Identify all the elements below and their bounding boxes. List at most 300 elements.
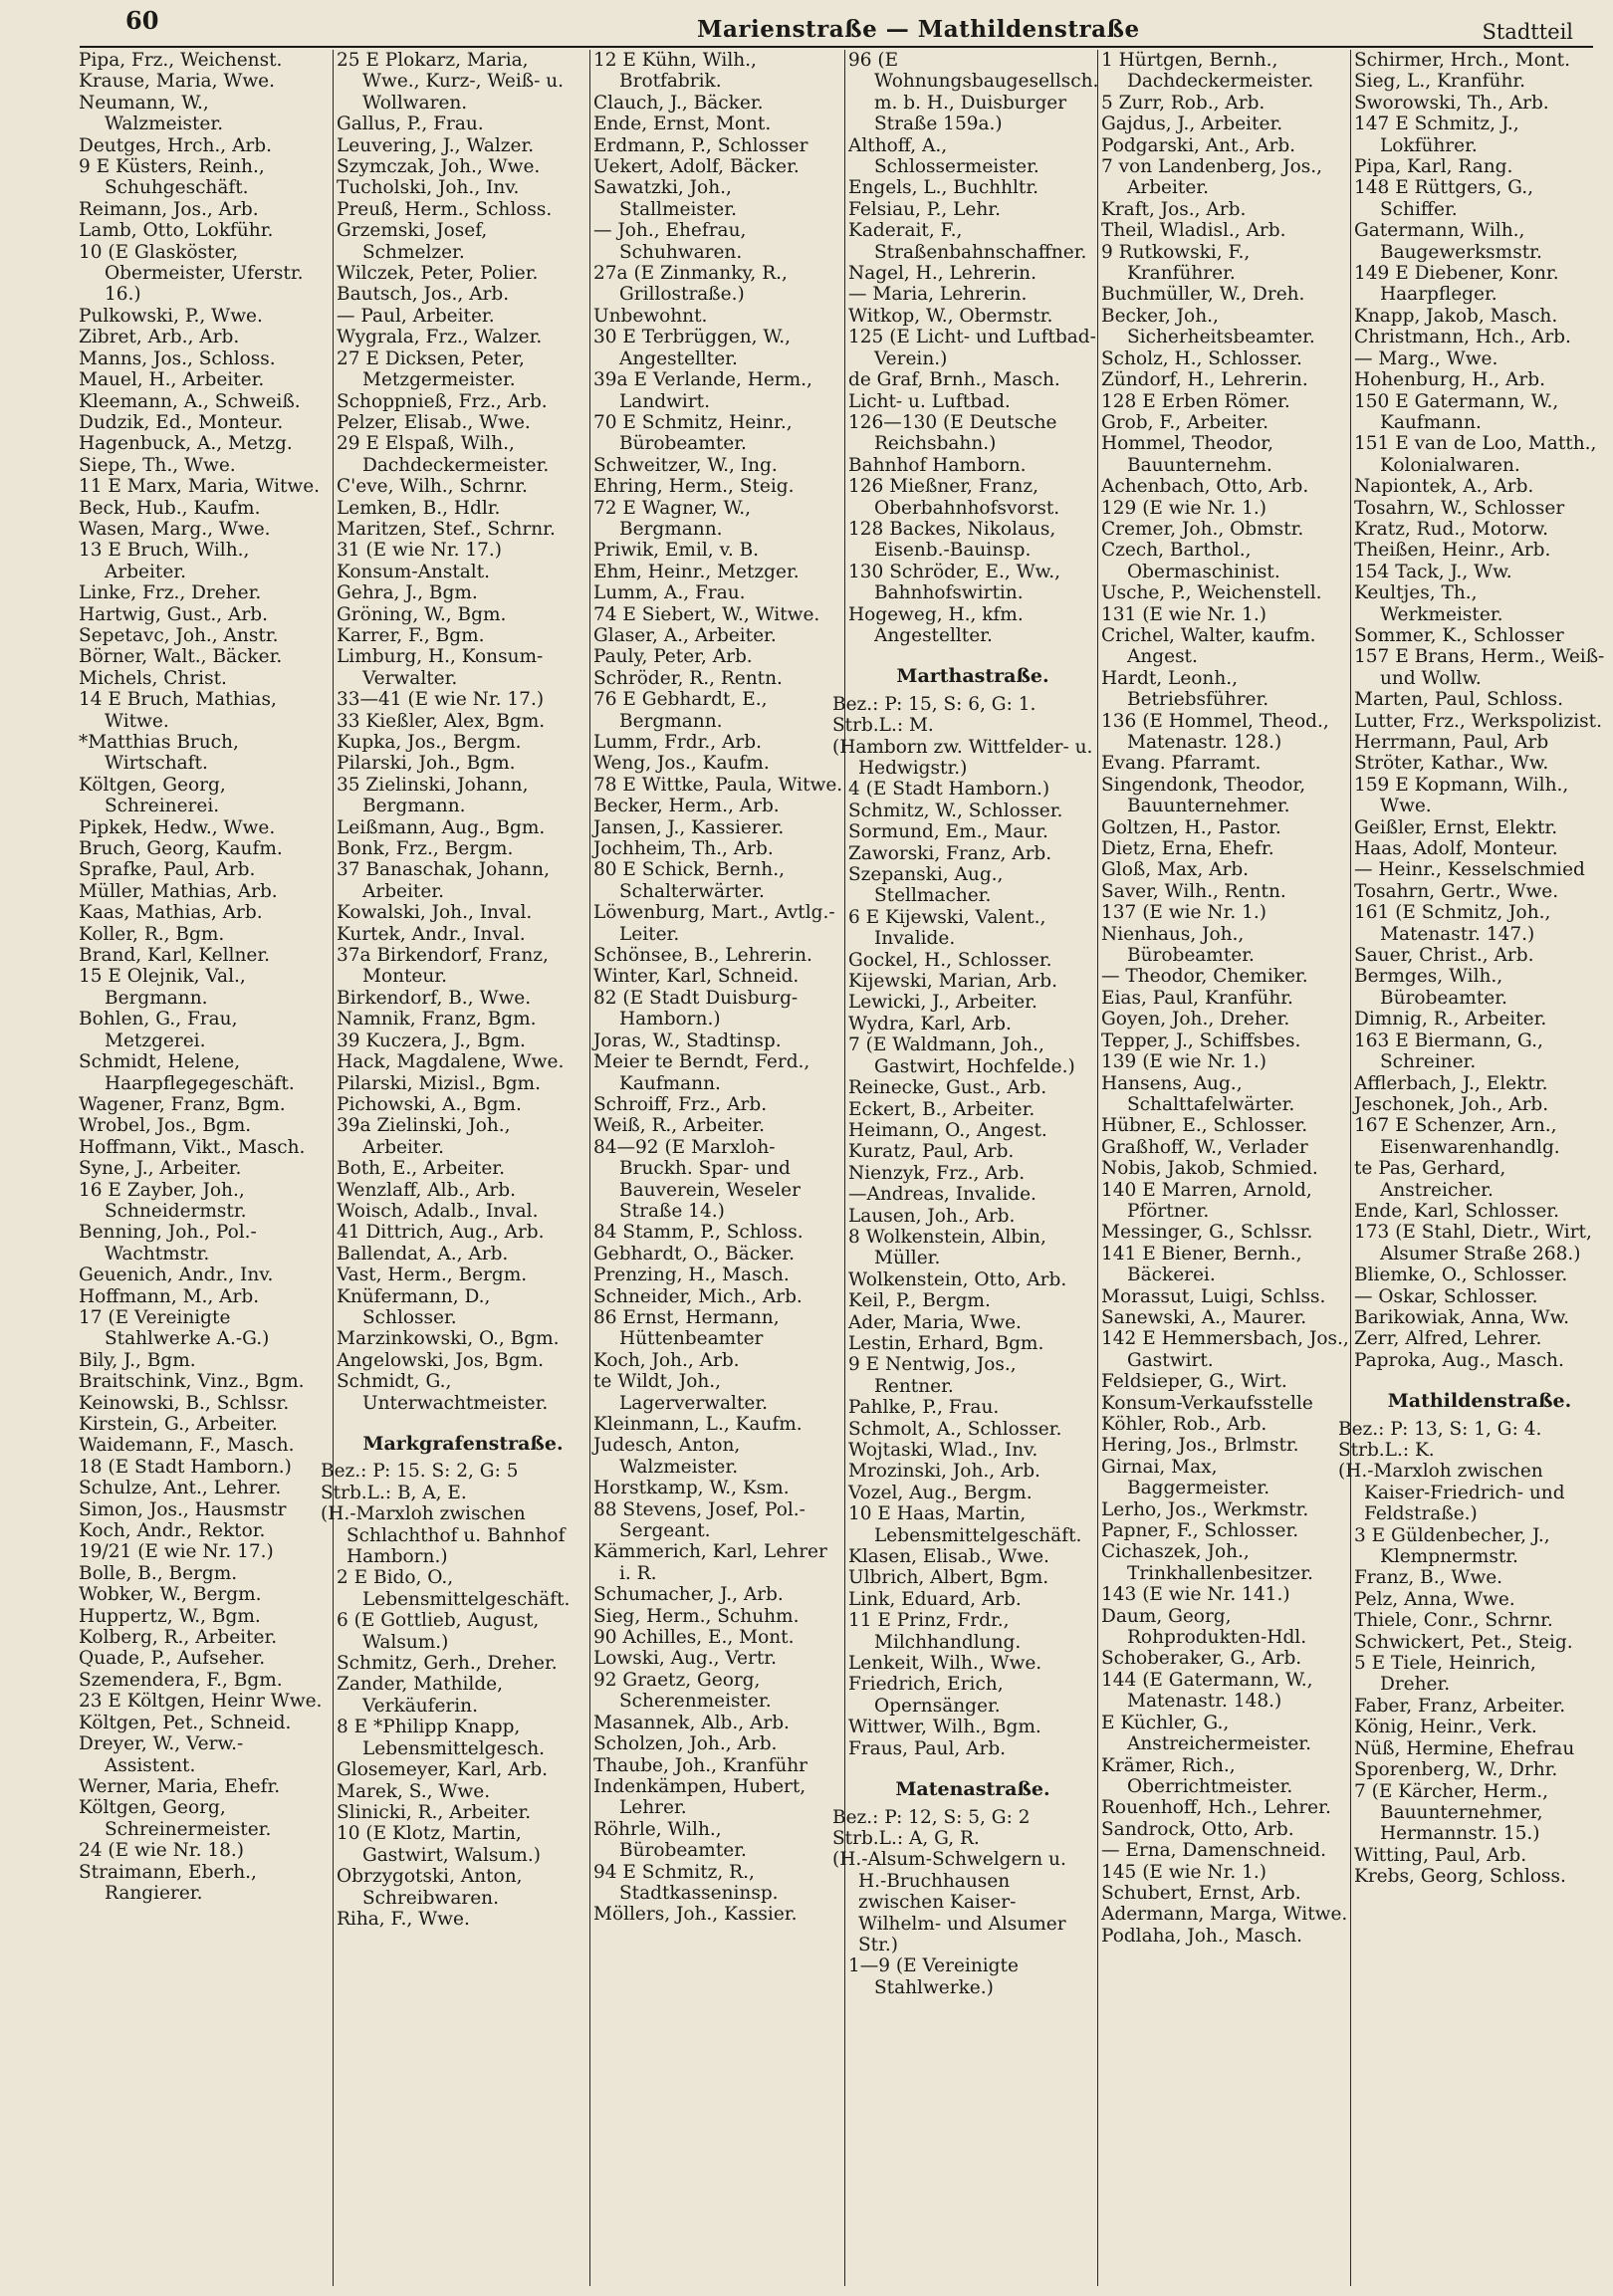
directory-entry: Thaube, Joh., Kranführ — [593, 1754, 807, 1776]
directory-entry: Fraus, Paul, Arb. — [848, 1737, 1007, 1759]
directory-entry: Herrmann, Paul, Arb — [1354, 732, 1549, 753]
street-heading: Mathildenstraße. — [1387, 1390, 1572, 1413]
directory-entry: Schumacher, J., Arb. — [593, 1584, 784, 1606]
directory-entry: Sandrock, Otto, Arb. — [1101, 1818, 1294, 1840]
directory-entry: Gehra, J., Bgm. — [337, 582, 478, 604]
directory-entry: Licht- u. Luftbad. — [848, 390, 1011, 412]
directory-entry: Sporenberg, W., Drhr. — [1354, 1759, 1558, 1781]
directory-entry: Scholz, H., Schlosser. — [1101, 347, 1302, 369]
directory-entry: Ballendat, A., Arb. — [337, 1243, 509, 1264]
directory-entry: Graßhoff, W., Verlader — [1101, 1136, 1308, 1158]
directory-entry: 6 E Kijewski, Valent., Invalide. — [848, 906, 1046, 950]
directory-entry: Keultjes, Th., Werkmeister. — [1354, 582, 1503, 625]
directory-entry: Ehm, Heinr., Metzger. — [593, 561, 800, 582]
directory-entry: Lutter, Frz., Werkspolizist. — [1354, 710, 1602, 732]
directory-entry: Tosahrn, Gertr., Wwe. — [1354, 880, 1559, 902]
directory-entry: Ader, Maria, Wwe. — [848, 1311, 1022, 1333]
directory-entry: Podgarski, Ant., Arb. — [1101, 134, 1296, 156]
directory-entry: 35 Zielinski, Johann, Bergmann. — [337, 774, 529, 817]
directory-entry: 27 E Dicksen, Peter, Metzgermeister. — [337, 347, 525, 391]
directory-entry: 143 (E wie Nr. 141.) — [1101, 1584, 1290, 1606]
directory-entry: Schulze, Ant., Lehrer. — [79, 1478, 282, 1499]
directory-entry: Kijewski, Marian, Arb. — [848, 971, 1058, 993]
directory-entry: Keil, P., Bergm. — [848, 1290, 991, 1312]
directory-entry: Erdmann, P., Schlosser — [593, 134, 808, 156]
directory-entry: Geißler, Ernst, Elektr. — [1354, 816, 1558, 838]
directory-entry: Sanewski, A., Maurer. — [1101, 1306, 1307, 1328]
directory-entry: Szymczak, Joh., Wwe. — [337, 156, 541, 178]
directory-entry: 17 (E Vereinigte Stahlwerke A.-G.) — [79, 1306, 270, 1350]
directory-entry: Wilczek, Peter, Polier. — [337, 263, 539, 285]
directory-entry: Wagener, Franz, Bgm. — [79, 1093, 286, 1115]
directory-entry: 144 (E Gatermann, W., Matenastr. 148.) — [1101, 1669, 1313, 1713]
directory-entry: 33—41 (E wie Nr. 17.) — [337, 689, 545, 711]
directory-entry: Wenzlaff, Alb., Arb. — [337, 1179, 516, 1201]
directory-entry: 5 E Tiele, Heinrich, Dreher. — [1354, 1653, 1536, 1696]
directory-entry: 6 (E Gottlieb, August, Walsum.) — [337, 1610, 540, 1653]
directory-entry: Kolberg, R., Arbeiter. — [79, 1627, 278, 1649]
directory-entry: Friedrich, Erich, Opernsänger. — [848, 1674, 1004, 1717]
directory-entry: Hansens, Aug., Schalttafelwärter. — [1101, 1072, 1295, 1115]
directory-entry: Preuß, Herm., Schloss. — [337, 198, 553, 220]
directory-entry: Michels, Christ. — [79, 667, 227, 689]
column-6 — [1338, 50, 1605, 2286]
directory-entry: 173 (E Stahl, Dietr., Wirt, Alsumer Straße 268.) — [1354, 1222, 1592, 1264]
directory-entry: 84 Stamm, P., Schloss. — [593, 1222, 804, 1244]
directory-entry: Both, E., Arbeiter. — [337, 1158, 505, 1180]
directory-entry: Girnai, Max, Baggermeister. — [1101, 1456, 1270, 1499]
column-5 — [1097, 50, 1350, 2286]
directory-entry: Thiele, Conr., Schrnr. — [1354, 1610, 1553, 1632]
directory-entry: Bohlen, G., Frau, Metzgerei. — [79, 1009, 238, 1051]
directory-entry: 136 (E Hommel, Theod., Matenastr. 128.) — [1101, 710, 1329, 753]
directory-entry: Werner, Maria, Ehefr. — [79, 1775, 281, 1797]
directory-entry: Evang. Pfarramt. — [1101, 753, 1262, 775]
directory-entry: Geuenich, Andr., Inv. — [79, 1264, 274, 1286]
directory-entry: Leißmann, Aug., Bgm. — [337, 816, 546, 838]
directory-entry: Dimnig, R., Arbeiter. — [1354, 1009, 1547, 1031]
directory-entry: Knüfermann, D., Schlosser. — [337, 1285, 491, 1328]
column-2 — [321, 50, 589, 2286]
directory-entry: Nagel, H., Lehrerin. — [848, 263, 1037, 285]
directory-entry: te Wildt, Joh., Lagerverwalter. — [593, 1371, 769, 1414]
directory-entry: Siepe, Th., Wwe. — [79, 454, 236, 476]
directory-entry: 151 E van de Loo, Matth., Kolonialwaren. — [1354, 433, 1597, 476]
directory-entry: 142 E Hemmersbach, Jos., Gastwirt. — [1101, 1328, 1349, 1371]
directory-entry: Sauer, Christ., Arb. — [1354, 945, 1534, 967]
directory-entry: Indenkämpen, Hubert, Lehrer. — [593, 1775, 806, 1819]
column-4 — [832, 50, 1099, 2286]
directory-entry: Müller, Mathias, Arb. — [79, 880, 278, 902]
column-1 — [76, 50, 333, 2286]
directory-entry: Lausen, Joh., Arb. — [848, 1205, 1016, 1227]
directory-entry: Pelz, Anna, Wwe. — [1354, 1588, 1515, 1610]
directory-entry: Nienhaus, Joh., Bürobeamter. — [1101, 923, 1255, 967]
directory-entry: Namnik, Franz, Bgm. — [337, 1009, 537, 1031]
street-info: (H.-Marxloh zwischen Schlachthof u. Bahnhof Hamborn.) — [321, 1503, 566, 1568]
street-info: Strb.L.: A, G, R. — [832, 1827, 980, 1849]
directory-entry: 139 (E wie Nr. 1.) — [1101, 1051, 1267, 1073]
district-label: Stadtteil — [1482, 20, 1573, 44]
directory-entry: 161 (E Schmitz, Joh., Matenastr. 147.) — [1354, 902, 1551, 945]
directory-entry: Tosahrn, W., Schlosser — [1354, 497, 1565, 519]
directory-entry: 128 Backes, Nikolaus, Eisenb.-Bauinsp. — [848, 518, 1056, 562]
directory-entry: 9 E Küsters, Reinh., Schuhgeschäft. — [79, 156, 265, 199]
street-info: Strb.L.: K. — [1338, 1440, 1435, 1461]
street-info: (H.-Marxloh zwischen Kaiser-Friedrich- und Feldstraße.) — [1338, 1461, 1565, 1525]
directory-entry: 9 E Nentwig, Jos., Rentner. — [848, 1354, 1017, 1397]
directory-entry: Leuvering, J., Walzer. — [337, 134, 535, 156]
directory-entry: Crichel, Walter, kaufm. Angest. — [1101, 624, 1316, 668]
directory-entry: Barikowiak, Anna, Ww. — [1354, 1306, 1570, 1328]
directory-entry: Sommer, K., Schlosser — [1354, 624, 1564, 646]
directory-entry: Schmidt, G., Unterwachtmeister. — [337, 1371, 549, 1414]
directory-entry: 2 E Bido, O., Lebensmittelgeschäft. — [337, 1567, 571, 1610]
directory-entry: 167 E Schenzer, Arn., Eisenwarenhandlg. — [1354, 1115, 1560, 1158]
directory-entry: Horstkamp, W., Ksm. — [593, 1478, 790, 1499]
directory-entry: — Marg., Wwe. — [1354, 347, 1498, 369]
directory-entry: 11 E Marx, Maria, Witwe. — [79, 476, 321, 498]
directory-entry: Marzinkowski, O., Bgm. — [337, 1328, 560, 1350]
directory-entry: de Graf, Brnh., Masch. — [848, 369, 1060, 391]
directory-entry: Kirstein, G., Arbeiter. — [79, 1414, 278, 1435]
directory-entry: 125 (E Licht- und Luftbad-Verein.) — [848, 327, 1096, 369]
directory-entry: Ströter, Kathar., Ww. — [1354, 753, 1549, 775]
directory-entry: Witting, Paul, Arb. — [1354, 1844, 1527, 1866]
directory-entry: Becker, Joh., Sicherheitsbeamter. — [1101, 305, 1315, 348]
street-heading: Matenastraße. — [895, 1778, 1050, 1801]
directory-entry: Gallus, P., Frau. — [337, 114, 484, 135]
directory-entry: Kämmerich, Karl, Lehrer i. R. — [593, 1541, 827, 1584]
directory-entry: Krebs, Georg, Schloss. — [1354, 1866, 1566, 1888]
directory-entry: Klasen, Elisab., Wwe. — [848, 1546, 1049, 1568]
directory-entry: Nobis, Jakob, Schmied. — [1101, 1158, 1318, 1180]
directory-entry: 39 Kuczera, J., Bgm. — [337, 1030, 526, 1051]
directory-entry: Bruch, Georg, Kaufm. — [79, 838, 283, 860]
directory-entry: Adermann, Marga, Witwe. — [1101, 1904, 1348, 1926]
directory-entry: Vast, Herm., Bergm. — [337, 1264, 528, 1286]
directory-entry: Limburg, H., Konsum-Verwalter. — [337, 646, 544, 689]
directory-entry: Pelzer, Elisab., Wwe. — [337, 411, 531, 433]
directory-entry: 78 E Wittke, Paula, Witwe. — [593, 774, 843, 796]
directory-entry: Hardt, Leonh., Betriebsführer. — [1101, 667, 1269, 711]
directory-entry: Lewicki, J., Arbeiter. — [848, 992, 1037, 1014]
directory-entry: 16 E Zayber, Joh., Schneidermstr. — [79, 1179, 247, 1222]
directory-entry: Schmolt, A., Schlosser. — [848, 1418, 1062, 1440]
directory-entry: Bautsch, Jos., Arb. — [337, 284, 510, 306]
directory-entry: Wygrala, Frz., Walzer. — [337, 327, 543, 348]
directory-entry: König, Heinr., Verk. — [1354, 1717, 1537, 1738]
directory-entry: Obrzygotski, Anton, Schreibwaren. — [337, 1866, 523, 1909]
directory-entry: Angelowski, Jos, Bgm. — [337, 1349, 545, 1371]
directory-entry: C'eve, Wilh., Schrnr. — [337, 476, 528, 498]
street-info: Strb.L.: M. — [832, 715, 934, 737]
directory-entry: Benning, Joh., Pol.-Wachtmstr. — [79, 1222, 257, 1264]
directory-entry: 12 E Kühn, Wilh., Brotfabrik. — [593, 50, 757, 93]
street-info: Bez.: P: 12, S: 5, G: 2 — [832, 1806, 1031, 1828]
directory-entry: Hack, Magdalene, Wwe. — [337, 1051, 565, 1073]
directory-entry: Hohenburg, H., Arb. — [1354, 369, 1545, 391]
directory-entry: Hering, Jos., Brlmstr. — [1101, 1435, 1299, 1457]
directory-entry: 4 (E Stadt Hamborn.) — [848, 779, 1050, 801]
directory-entry: Pilarski, Mizisl., Bgm. — [337, 1072, 541, 1094]
directory-entry: Felsiau, P., Lehr. — [848, 198, 1001, 220]
directory-entry: Wittwer, Wilh., Bgm. — [848, 1717, 1041, 1738]
directory-entry: Prenzing, H., Masch. — [593, 1264, 790, 1286]
directory-entry: Lerho, Jos., Werkmstr. — [1101, 1498, 1309, 1520]
directory-entry: — Heinr., Kesselschmied — [1354, 859, 1585, 881]
directory-entry: Wojtaski, Wlad., Inv. — [848, 1440, 1038, 1461]
directory-entry: Wolkenstein, Otto, Arb. — [848, 1268, 1067, 1290]
directory-entry: 128 E Erben Römer. — [1101, 390, 1290, 412]
street-heading: Markgrafenstraße. — [362, 1433, 564, 1455]
directory-entry: Schmitz, W., Schlosser. — [848, 800, 1063, 821]
directory-entry: Schoppnieß, Frz., Arb. — [337, 390, 548, 412]
street-info: Bez.: P: 15. S: 2, G: 5 — [321, 1461, 519, 1483]
directory-entry: Glaser, A., Arbeiter. — [593, 624, 777, 646]
directory-entry: 8 E *Philipp Knapp, Lebensmittelgesch. — [337, 1717, 546, 1759]
directory-entry: 11 E Prinz, Frdr., Milchhandlung. — [848, 1610, 1022, 1653]
directory-entry: Konsum-Verkaufsstelle — [1101, 1392, 1313, 1414]
directory-entry: Goltzen, H., Pastor. — [1101, 816, 1281, 838]
directory-entry: 30 E Terbrüggen, W., Angestellter. — [593, 327, 791, 369]
directory-entry: Grzemski, Josef, Schmelzer. — [337, 220, 488, 263]
directory-entry: 9 Rutkowski, F., Kranführer. — [1101, 241, 1251, 285]
directory-entry: Wobker, W., Bergm. — [79, 1584, 262, 1606]
directory-entry: 126—130 (E Deutsche Reichsbahn.) — [848, 411, 1057, 455]
street-info: Bez.: P: 15, S: 6, G: 1. — [832, 693, 1037, 715]
directory-entry: Kleinmann, L., Kaufm. — [593, 1414, 803, 1435]
directory-entry: 70 E Schmitz, Heinr., Bürobeamter. — [593, 411, 793, 455]
directory-entry: Tepper, J., Schiffsbes. — [1101, 1030, 1301, 1051]
directory-entry: Linke, Frz., Dreher. — [79, 582, 262, 604]
page-number: 60 — [125, 6, 159, 35]
directory-entry: Bermges, Wilh., Bürobeamter. — [1354, 966, 1507, 1009]
directory-entry: Zander, Mathilde, Verkäuferin. — [337, 1674, 503, 1717]
directory-entry: Czech, Barthol., Obermaschinist. — [1101, 540, 1280, 582]
directory-entry: 145 (E wie Nr. 1.) — [1101, 1861, 1267, 1883]
directory-entry: 13 E Bruch, Wilh., Arbeiter. — [79, 540, 250, 582]
directory-entry: Waidemann, F., Masch. — [79, 1435, 295, 1457]
directory-entry: 88 Stevens, Josef, Pol.-Sergeant. — [593, 1498, 806, 1542]
street-info: Strb.L.: B, A, E. — [321, 1482, 467, 1503]
directory-entry: Schröder, R., Rentn. — [593, 667, 783, 689]
directory-entry: 131 (E wie Nr. 1.) — [1101, 603, 1267, 625]
directory-entry: 5 Zurr, Rob., Arb. — [1101, 92, 1266, 114]
directory-entry: E Küchler, G., Anstreichermeister. — [1101, 1712, 1311, 1755]
directory-entry: 84—92 (E Marxloh-Bruckh. Spar- und Bauverein, Weseler Straße 14.) — [593, 1136, 801, 1222]
directory-entry: Morassut, Luigi, Schlss. — [1101, 1285, 1326, 1307]
directory-entry: Knapp, Jakob, Masch. — [1354, 305, 1558, 327]
directory-entry: Rouenhoff, Hch., Lehrer. — [1101, 1797, 1331, 1819]
directory-entry: Szepanski, Aug., Stellmacher. — [848, 864, 1004, 907]
directory-entry: Schneider, Mich., Arb. — [593, 1285, 803, 1307]
directory-entry: 72 E Wagner, W., Bergmann. — [593, 497, 752, 540]
directory-entry: Nüß, Hermine, Ehefrau — [1354, 1737, 1575, 1759]
directory-entry: Winter, Karl, Schneid. — [593, 966, 800, 988]
directory-entry: — Erna, Damenschneid. — [1101, 1840, 1326, 1862]
directory-entry: Ehring, Herm., Steig. — [593, 476, 795, 498]
directory-entry: Weng, Jos., Kaufm. — [593, 753, 770, 775]
directory-entry: Wrobel, Jos., Bgm. — [79, 1115, 252, 1137]
directory-entry: Pipa, Karl, Rang. — [1354, 156, 1513, 178]
directory-entry: Ende, Karl, Schlosser. — [1354, 1200, 1559, 1222]
directory-entry: 157 E Brans, Herm., Weiß- und Wollw. — [1354, 646, 1605, 689]
directory-entry: Jeschonek, Joh., Arb. — [1354, 1093, 1549, 1115]
directory-entry: Schönsee, B., Lehrerin. — [593, 945, 812, 967]
directory-entry: Napiontek, A., Arb. — [1354, 476, 1534, 498]
directory-entry: Börner, Walt., Bäcker. — [79, 646, 283, 668]
directory-entry: 154 Tack, J., Ww. — [1354, 561, 1512, 582]
directory-entry: Röhrle, Wilh., Bürobeamter. — [593, 1818, 747, 1862]
directory-entry: 37 Banaschak, Johann, Arbeiter. — [337, 859, 550, 902]
directory-entry: 7 von Landenberg, Jos., Arbeiter. — [1101, 156, 1323, 199]
directory-entry: Singendonk, Theodor, Bauunternehmer. — [1101, 774, 1306, 817]
directory-entry: Marek, S., Wwe. — [337, 1780, 491, 1802]
directory-entry: Cichaszek, Joh., Trinkhallenbesitzer. — [1101, 1541, 1313, 1584]
directory-entry: Zaworski, Franz, Arb. — [848, 842, 1052, 864]
directory-entry: 39a Zielinski, Joh., Arbeiter. — [337, 1115, 511, 1158]
directory-entry: Witkop, W., Obermstr. — [848, 305, 1053, 327]
directory-entry: Sieg, L., Kranführ. — [1354, 71, 1526, 93]
directory-entry: Simon, Jos., Hausmstr — [79, 1498, 287, 1520]
street-info: (H.-Alsum-Schwelgern u. H.-Bruchhausen zwischen Kaiser-Wilhelm- und Alsumer Str.) — [832, 1849, 1066, 1955]
directory-entry: Christmann, Hch., Arb. — [1354, 327, 1571, 348]
directory-entry: Hommel, Theodor, Bauunternehm. — [1101, 433, 1273, 476]
directory-entry: Usche, P., Weichenstell. — [1101, 582, 1322, 604]
directory-entry: 137 (E wie Nr. 1.) — [1101, 902, 1267, 924]
directory-entry: Schroiff, Frz., Arb. — [593, 1093, 768, 1115]
directory-entry: Franz, B., Wwe. — [1354, 1567, 1503, 1589]
directory-entry: Tucholski, Joh., Inv. — [337, 177, 520, 199]
directory-entry: te Pas, Gerhard, Anstreicher. — [1354, 1158, 1506, 1201]
directory-entry: Reinecke, Gust., Arb. — [848, 1077, 1047, 1099]
directory-entry: Neumann, W., Walzmeister. — [79, 92, 224, 135]
directory-entry: Gockel, H., Schlosser. — [848, 949, 1052, 971]
directory-entry: Scholzen, Joh., Arb. — [593, 1733, 778, 1755]
directory-entry: 96 (E Wohnungsbaugesellsch. m. b. H., Duisburger Straße 159a.) — [848, 50, 1099, 135]
directory-entry: Kraft, Jos., Arb. — [1101, 198, 1247, 220]
directory-entry: Achenbach, Otto, Arb. — [1101, 476, 1309, 498]
directory-entry: 82 (E Stadt Duisburg-Hamborn.) — [593, 987, 799, 1031]
directory-entry: Gloß, Max, Arb. — [1101, 859, 1250, 881]
directory-entry: 86 Ernst, Hermann, Hüttenbeamter — [593, 1306, 780, 1350]
directory-entry: Lowski, Aug., Vertr. — [593, 1648, 777, 1670]
directory-entry: Beck, Hub., Kaufm. — [79, 497, 261, 519]
directory-entry: Schweitzer, W., Ing. — [593, 454, 778, 476]
directory-entry: Schmitz, Gerh., Dreher. — [337, 1653, 558, 1675]
directory-entry: 15 E Olejnik, Val., Bergmann. — [79, 966, 246, 1009]
directory-entry: Kurtek, Andr., Inval. — [337, 923, 526, 945]
directory-entry: 74 E Siebert, W., Witwe. — [593, 603, 820, 625]
directory-entry: 80 E Schick, Bernh., Schalterwärter. — [593, 859, 785, 902]
directory-entry: *Matthias Bruch, Wirtschaft. — [79, 732, 239, 775]
page-title: Marienstraße — Mathildenstraße — [697, 16, 1140, 43]
directory-entry: Cremer, Joh., Obmstr. — [1101, 518, 1304, 540]
directory-entry: — Oskar, Schlosser. — [1354, 1285, 1538, 1307]
directory-entry: Sworowski, Th., Arb. — [1354, 92, 1549, 114]
directory-entry: Pipa, Frz., Weichenst. — [79, 50, 283, 71]
directory-entry: Sawatzki, Joh., Stallmeister. — [593, 177, 737, 220]
directory-entry: Deutges, Hrch., Arb. — [79, 134, 272, 156]
directory-entry: Brand, Karl, Kellner. — [79, 945, 271, 967]
directory-entry: Dietz, Erna, Ehefr. — [1101, 838, 1274, 860]
directory-entry: Lumm, A., Frau. — [593, 582, 746, 604]
directory-entry: — Joh., Ehefrau, Schuhwaren. — [593, 220, 747, 263]
directory-entry: Pichowski, A., Bgm. — [337, 1093, 522, 1115]
directory-entry: Manns, Jos., Schloss. — [79, 347, 276, 369]
directory-entry: 7 (E Kärcher, Herm., Bauunternehmer, Hermannstr. 15.) — [1354, 1780, 1548, 1845]
directory-entry: Judesch, Anton, Walzmeister. — [593, 1435, 741, 1478]
directory-entry: 141 E Biener, Bernh., Bäckerei. — [1101, 1243, 1302, 1286]
directory-entry: Bliemke, O., Schlosser. — [1354, 1264, 1568, 1286]
directory-entry: Pauly, Peter, Arb. — [593, 646, 753, 668]
directory-entry: Zibret, Arb., Arb. — [79, 327, 240, 348]
directory-entry: 150 E Gatermann, W., Kaufmann. — [1354, 390, 1559, 433]
directory-entry: Jochheim, Th., Arb. — [593, 838, 774, 860]
directory-entry: Szemendera, F., Bgm. — [79, 1669, 283, 1691]
directory-entry: Gröning, W., Bgm. — [337, 603, 507, 625]
directory-entry: Podlaha, Joh., Masch. — [1101, 1925, 1303, 1947]
directory-entry: Hogeweg, H., kfm. Angestellter. — [848, 603, 1024, 646]
directory-entry: Engels, L., Buchhltr. — [848, 177, 1039, 199]
directory-entry: Saver, Wilh., Rentn. — [1101, 880, 1286, 902]
directory-entry: 126 Mießner, Franz, Oberbahnhofsvorst. — [848, 476, 1060, 519]
directory-entry: Straimann, Eberh., Rangierer. — [79, 1861, 257, 1904]
directory-entry: Schmidt, Helene, Haarpflegegeschäft. — [79, 1051, 295, 1094]
directory-entry: 163 E Biermann, G., Schreiner. — [1354, 1030, 1543, 1073]
directory-entry: Konsum-Anstalt. — [337, 561, 491, 582]
directory-entry: 10 (E Glasköster, Obermeister, Uferstr. 16.) — [79, 241, 304, 306]
directory-entry: Bahnhof Hamborn. — [848, 454, 1027, 476]
directory-entry: Goyen, Joh., Dreher. — [1101, 1009, 1290, 1031]
directory-entry: Zündorf, H., Lehrerin. — [1101, 369, 1308, 391]
directory-entry: Eias, Paul, Kranführ. — [1101, 987, 1293, 1009]
page-header — [80, 6, 1593, 48]
directory-entry: Koller, R., Bgm. — [79, 923, 225, 945]
directory-entry: 23 E Költgen, Heinr Wwe. — [79, 1691, 323, 1713]
directory-entry: 10 (E Klotz, Martin, Gastwirt, Walsum.) — [337, 1823, 541, 1866]
directory-entry: 147 E Schmitz, J., Lokführer. — [1354, 114, 1519, 156]
directory-entry: Vozel, Aug., Bergm. — [848, 1482, 1033, 1503]
directory-entry: Wasen, Marg., Wwe. — [79, 518, 271, 540]
directory-entry: Theißen, Heinr., Arb. — [1354, 540, 1551, 562]
directory-entry: 76 E Gebhardt, E., Bergmann. — [593, 689, 768, 732]
directory-entry: 149 E Diebener, Konr. Haarpfleger. — [1354, 263, 1559, 306]
directory-entry: Clauch, J., Bäcker. — [593, 92, 764, 114]
directory-entry: Karrer, F., Bgm. — [337, 624, 485, 646]
street-heading: Marthastraße. — [896, 665, 1049, 688]
directory-entry: Költgen, Georg, Schreinerei. — [79, 774, 226, 817]
directory-entry: 92 Graetz, Georg, Scherenmeister. — [593, 1669, 772, 1713]
directory-entry: Möllers, Joh., Kassier. — [593, 1904, 798, 1926]
directory-entry: Haas, Adolf, Monteur. — [1354, 838, 1558, 860]
directory-columns — [76, 50, 1605, 2286]
directory-entry: Krause, Maria, Wwe. — [79, 71, 276, 93]
directory-entry: — Theodor, Chemiker. — [1101, 966, 1308, 988]
directory-entry: Papner, F., Schlosser. — [1101, 1520, 1299, 1542]
directory-entry: Pahlke, P., Frau. — [848, 1397, 1000, 1419]
directory-entry: Sormund, Em., Maur. — [848, 821, 1048, 843]
directory-entry: Jansen, J., Kassierer. — [593, 816, 785, 838]
directory-entry: Dreyer, W., Verw.-Assistent. — [79, 1733, 244, 1776]
directory-entry: Link, Eduard, Arb. — [848, 1588, 1022, 1610]
directory-entry: Schubert, Ernst, Arb. — [1101, 1882, 1301, 1904]
directory-entry: Theil, Wladisl., Arb. — [1101, 220, 1286, 242]
directory-entry: Köhler, Rob., Arb. — [1101, 1414, 1267, 1435]
directory-entry: Huppertz, W., Bgm. — [79, 1605, 261, 1627]
directory-entry: Lestin, Erhard, Bgm. — [848, 1332, 1044, 1354]
